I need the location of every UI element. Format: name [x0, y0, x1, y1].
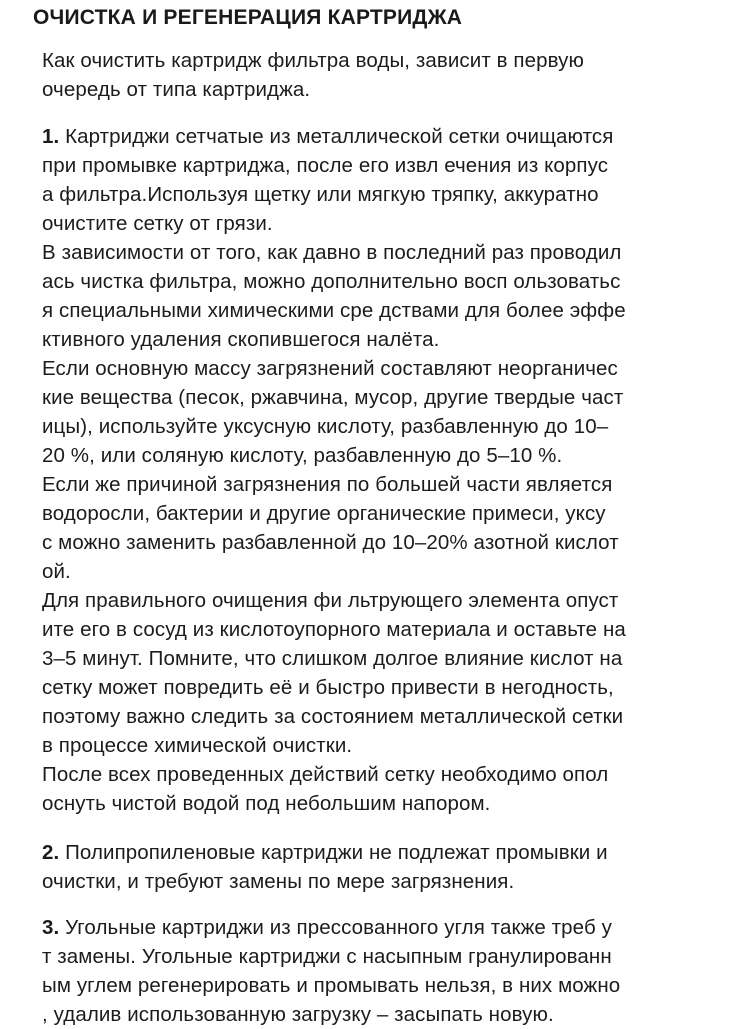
list-item-line: После всех проведенных действий сетку необходимо опол — [42, 763, 609, 786]
document-body — [42, 46, 732, 1029]
list-item-line: кие вещества (песок, ржавчина, мусор, другие твердые част — [42, 386, 624, 409]
list-item-line: т замены. Угольные картриджи с насыпным гранулированн — [42, 945, 612, 968]
intro-paragraph — [42, 46, 732, 104]
list-item-line: сетку может повредить её и быстро привести в негодность, — [42, 676, 614, 699]
list-item-line: 20 %, или соляную кислоту, разбавленную до 5–10 %. — [42, 444, 563, 467]
list-item-line: ицы), используйте уксусную кислоту, разбавленную до 10– — [42, 415, 609, 438]
list-item-line: ите его в сосуд из кислотоупорного материала и оставьте на — [42, 618, 626, 641]
list-item-line: я специальными химическими сре дствами для более эффе — [42, 299, 626, 322]
list-item-line: ктивного удаления скопившегося налёта. — [42, 328, 440, 351]
list-item-line: Для правильного очищения фи льтрующего элемента опуст — [42, 589, 619, 612]
list-item-number: 3. — [42, 916, 60, 939]
list-item-line: В зависимости от того, как давно в последний раз проводил — [42, 241, 622, 264]
intro-line: Как очистить картридж фильтра воды, зависит в первую — [42, 49, 584, 72]
list-item-line: Если основную массу загрязнений составляют неорганичес — [42, 357, 618, 380]
list-item-number: 1. — [42, 125, 60, 148]
list-item-line: ась чистка фильтра, можно дополнительно восп ользоватьс — [42, 270, 621, 293]
list-item-line: ой. — [42, 560, 71, 583]
list-item-line: Если же причиной загрязнения по большей части является — [42, 473, 613, 496]
list-item-line: , удалив использованную загрузку – засыпать новую. — [42, 1003, 554, 1026]
page-title: ОЧИСТКА И РЕГЕНЕРАЦИЯ КАРТРИДЖА — [33, 6, 463, 29]
list-item-text: Полипропиленовые картриджи не подлежат промывки и — [59, 841, 608, 864]
list-item-line: поэтому важно следить за состоянием металлической сетки — [42, 705, 624, 728]
list-item-line — [42, 838, 732, 867]
list-item-line — [42, 913, 732, 942]
list-item-line: очистите сетку от грязи. — [42, 212, 273, 235]
list-item-1 — [42, 122, 732, 818]
list-item-line: очистки, и требуют замены по мере загрязнения. — [42, 870, 515, 893]
list-item-line: ым углем регенерировать и промывать нельзя, в них можно — [42, 974, 621, 997]
list-item-line: 3–5 минут. Помните, что слишком долгое влияние кислот на — [42, 647, 623, 670]
list-item-line: с можно заменить разбавленной до 10–20% азотной кислот — [42, 531, 619, 554]
list-item-2 — [42, 838, 732, 896]
list-item-3 — [42, 913, 732, 1029]
intro-line: очередь от типа картриджа. — [42, 78, 311, 101]
list-item-line — [42, 122, 732, 151]
list-item-text: Картриджи сетчатые из металлической сетки очищаются — [59, 125, 614, 148]
list-item-line: а фильтра.Используя щетку или мягкую тряпку, аккуратно — [42, 183, 599, 206]
list-item-text: Угольные картриджи из прессованного угля также треб у — [59, 916, 612, 939]
list-item-line: оснуть чистой водой под небольшим напором. — [42, 792, 491, 815]
list-item-line: водоросли, бактерии и другие органические примеси, уксу — [42, 502, 606, 525]
list-item-number: 2. — [42, 841, 60, 864]
list-item-line: в процессе химической очистки. — [42, 734, 353, 757]
list-item-line: при промывке картриджа, после его извл ечения из корпус — [42, 154, 609, 177]
